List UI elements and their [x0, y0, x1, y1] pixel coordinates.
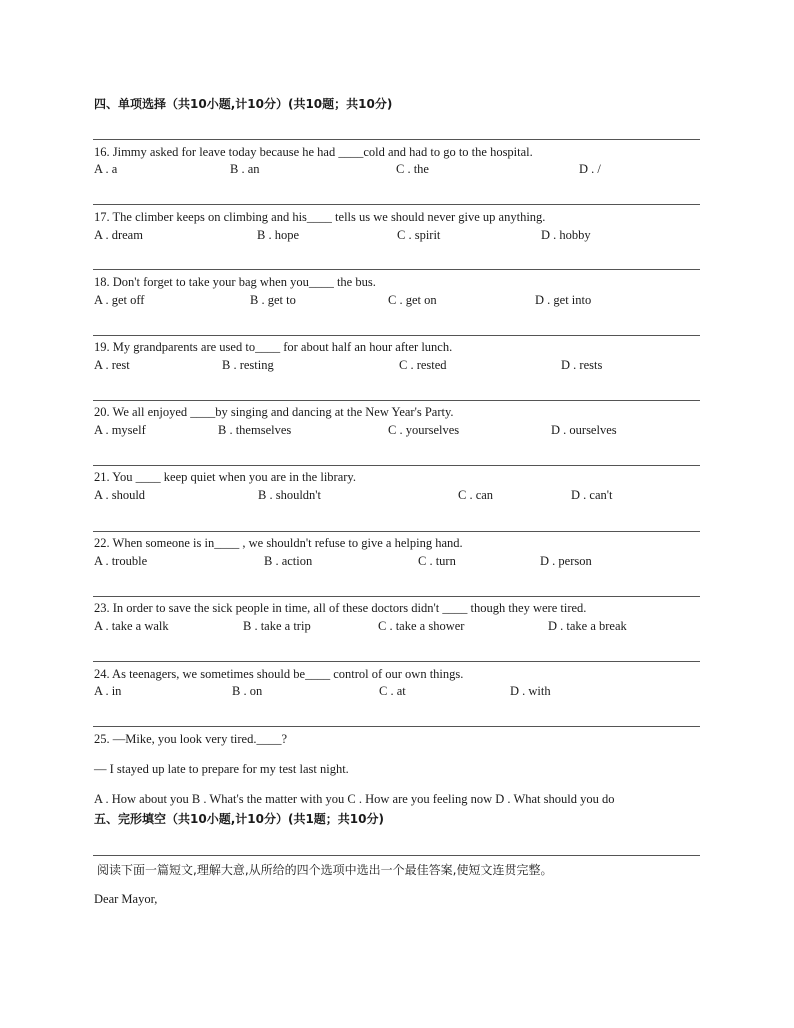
- option-a[interactable]: A . in: [94, 684, 122, 698]
- divider: [93, 661, 700, 662]
- question-stem: 17. The climber keeps on climbing and his____ tells us we should never give up anything.: [94, 210, 546, 224]
- option-d[interactable]: D . take a break: [548, 619, 627, 633]
- question-stem: 23. In order to save the sick people in time, all of these doctors didn't ____ though they were tired.: [94, 601, 587, 615]
- option-c[interactable]: C . turn: [418, 554, 456, 568]
- option-d[interactable]: D . get into: [535, 293, 592, 307]
- divider: [93, 335, 700, 336]
- dialogue-reply: — I stayed up late to prepare for my test last night.: [94, 762, 349, 776]
- option-b[interactable]: B . take a trip: [243, 619, 311, 633]
- question-stem: 18. Don't forget to take your bag when you____ the bus.: [94, 275, 376, 289]
- question-stem: 24. As teenagers, we sometimes should be____ control of our own things.: [94, 667, 464, 681]
- option-b[interactable]: B . an: [230, 162, 260, 176]
- option-c[interactable]: C . at: [379, 684, 406, 698]
- section-4-heading: 四、单项选择（共10小题,计10分）(共10题；共10分): [94, 97, 393, 111]
- option-b[interactable]: B . get to: [250, 293, 296, 307]
- option-c[interactable]: C . the: [396, 162, 429, 176]
- question-stem: 16. Jimmy asked for leave today because he had ____cold and had to go to the hospital.: [94, 145, 533, 159]
- option-c[interactable]: C . yourselves: [388, 423, 460, 437]
- option-d[interactable]: D . can't: [571, 488, 613, 502]
- divider: [93, 204, 700, 205]
- divider: [93, 139, 700, 140]
- option-a[interactable]: A . rest: [94, 358, 130, 372]
- answer-options[interactable]: A . How about you B . What's the matter with you C . How are you feeling now D . What should you do: [94, 792, 615, 806]
- option-b[interactable]: B . action: [264, 554, 313, 568]
- option-c[interactable]: C . take a shower: [378, 619, 465, 633]
- question-stem: 21. You ____ keep quiet when you are in the library.: [94, 470, 356, 484]
- divider: [93, 596, 700, 597]
- question-stem: 25. —Mike, you look very tired.____?: [94, 732, 288, 746]
- cloze-instruction: 阅读下面一篇短文,理解大意,从所给的四个选项中选出一个最佳答案,使短文连贯完整。: [97, 863, 553, 877]
- option-b[interactable]: B . on: [232, 684, 263, 698]
- option-a[interactable]: A . a: [94, 162, 118, 176]
- divider: [93, 465, 700, 466]
- question-stem: 22. When someone is in____ , we shouldn't refuse to give a helping hand.: [94, 536, 463, 550]
- option-a[interactable]: A . take a walk: [94, 619, 169, 633]
- divider: [93, 531, 700, 532]
- option-a[interactable]: A . dream: [94, 228, 143, 242]
- option-c[interactable]: C . spirit: [397, 228, 441, 242]
- option-c[interactable]: C . can: [458, 488, 494, 502]
- divider: [93, 269, 700, 270]
- option-d[interactable]: D . hobby: [541, 228, 591, 242]
- option-a[interactable]: A . myself: [94, 423, 146, 437]
- option-d[interactable]: D . ourselves: [551, 423, 617, 437]
- option-a[interactable]: A . should: [94, 488, 146, 502]
- divider: [93, 726, 700, 727]
- option-c[interactable]: C . rested: [399, 358, 447, 372]
- option-b[interactable]: B . hope: [257, 228, 300, 242]
- option-a[interactable]: A . get off: [94, 293, 145, 307]
- option-b[interactable]: B . themselves: [218, 423, 292, 437]
- letter-salutation: Dear Mayor,: [94, 892, 158, 906]
- question-stem: 20. We all enjoyed ____by singing and dancing at the New Year's Party.: [94, 405, 454, 419]
- divider: [93, 400, 700, 401]
- section-5-heading: 五、完形填空（共10小题,计10分）(共1题；共10分): [94, 812, 384, 826]
- option-d[interactable]: D . /: [579, 162, 601, 176]
- option-b[interactable]: B . shouldn't: [258, 488, 322, 502]
- option-d[interactable]: D . person: [540, 554, 592, 568]
- question-stem: 19. My grandparents are used to____ for about half an hour after lunch.: [94, 340, 453, 354]
- option-b[interactable]: B . resting: [222, 358, 274, 372]
- option-a[interactable]: A . trouble: [94, 554, 148, 568]
- divider: [93, 855, 700, 856]
- option-d[interactable]: D . rests: [561, 358, 603, 372]
- option-d[interactable]: D . with: [510, 684, 551, 698]
- option-c[interactable]: C . get on: [388, 293, 437, 307]
